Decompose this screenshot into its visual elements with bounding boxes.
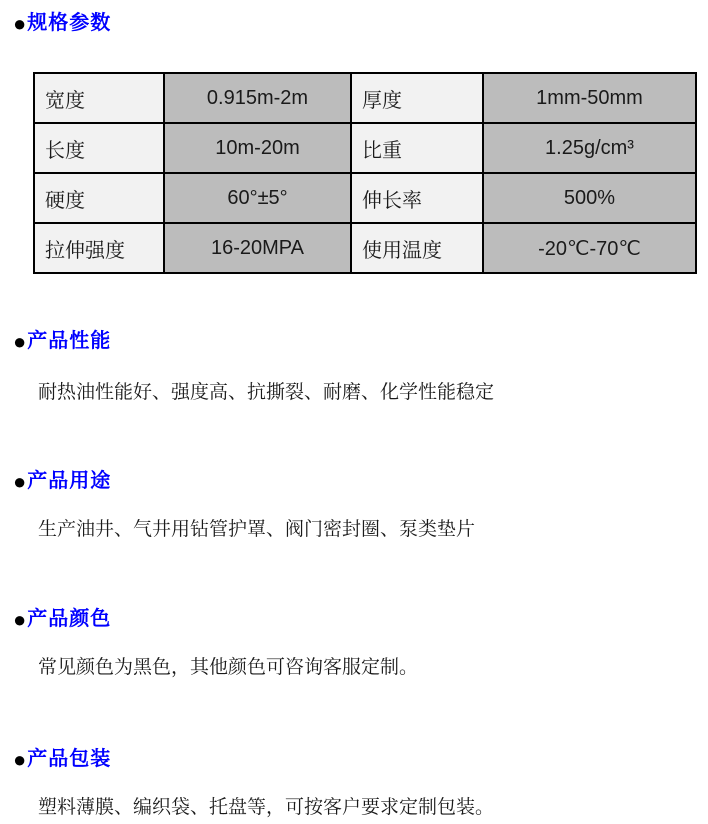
table-row — [34, 223, 696, 273]
spec-label-cell: 使用温度 — [351, 223, 483, 273]
bullet-icon: ● — [13, 11, 27, 36]
spec-value-cell: 1.25g/cm³ — [483, 123, 696, 173]
bullet-icon: ● — [13, 607, 27, 632]
table-row — [34, 173, 696, 223]
spec-value-cell: 1mm-50mm — [483, 73, 696, 123]
spec-value-cell: 60°±5° — [164, 173, 351, 223]
spec-label-cell: 厚度 — [351, 73, 483, 123]
spec-value-cell: 10m-20m — [164, 123, 351, 173]
section-title-specs: 规格参数 — [27, 12, 112, 34]
section-heading-color — [13, 606, 708, 633]
section-body-usage: 生产油井、气井用钻管护罩、阀门密封圈、泵类垫片 — [38, 519, 476, 540]
table-row — [34, 73, 696, 123]
section-title-color: 产品颜色 — [27, 608, 112, 630]
spec-label-cell: 比重 — [351, 123, 483, 173]
bullet-icon: ● — [13, 469, 27, 494]
spec-table — [33, 72, 697, 274]
section-body-performance: 耐热油性能好、强度高、抗撕裂、耐磨、化学性能稳定 — [38, 382, 495, 403]
bullet-icon: ● — [13, 747, 27, 772]
spec-label-cell: 硬度 — [34, 173, 164, 223]
spec-value-cell: -20℃-70℃ — [483, 223, 696, 273]
spec-value-cell: 0.915m-2m — [164, 73, 351, 123]
bullet-icon: ● — [13, 329, 27, 354]
section-heading-specs — [13, 10, 708, 37]
spec-label-cell: 长度 — [34, 123, 164, 173]
section-title-performance: 产品性能 — [27, 330, 112, 352]
section-body-color: 常见颜色为黑色，其他颜色可咨询客服定制。 — [38, 657, 419, 678]
spec-label-cell: 宽度 — [34, 73, 164, 123]
spec-value-cell: 16-20MPA — [164, 223, 351, 273]
table-row — [34, 123, 696, 173]
section-title-packaging: 产品包装 — [27, 748, 112, 770]
section-body-packaging: 塑料薄膜、编织袋、托盘等，可按客户要求定制包装。 — [38, 797, 495, 818]
spec-label-cell: 伸长率 — [351, 173, 483, 223]
section-heading-performance — [13, 328, 708, 355]
section-heading-packaging — [13, 746, 708, 773]
section-title-usage: 产品用途 — [27, 470, 112, 492]
section-heading-usage — [13, 468, 708, 495]
spec-value-cell: 500% — [483, 173, 696, 223]
spec-label-cell: 拉伸强度 — [34, 223, 164, 273]
